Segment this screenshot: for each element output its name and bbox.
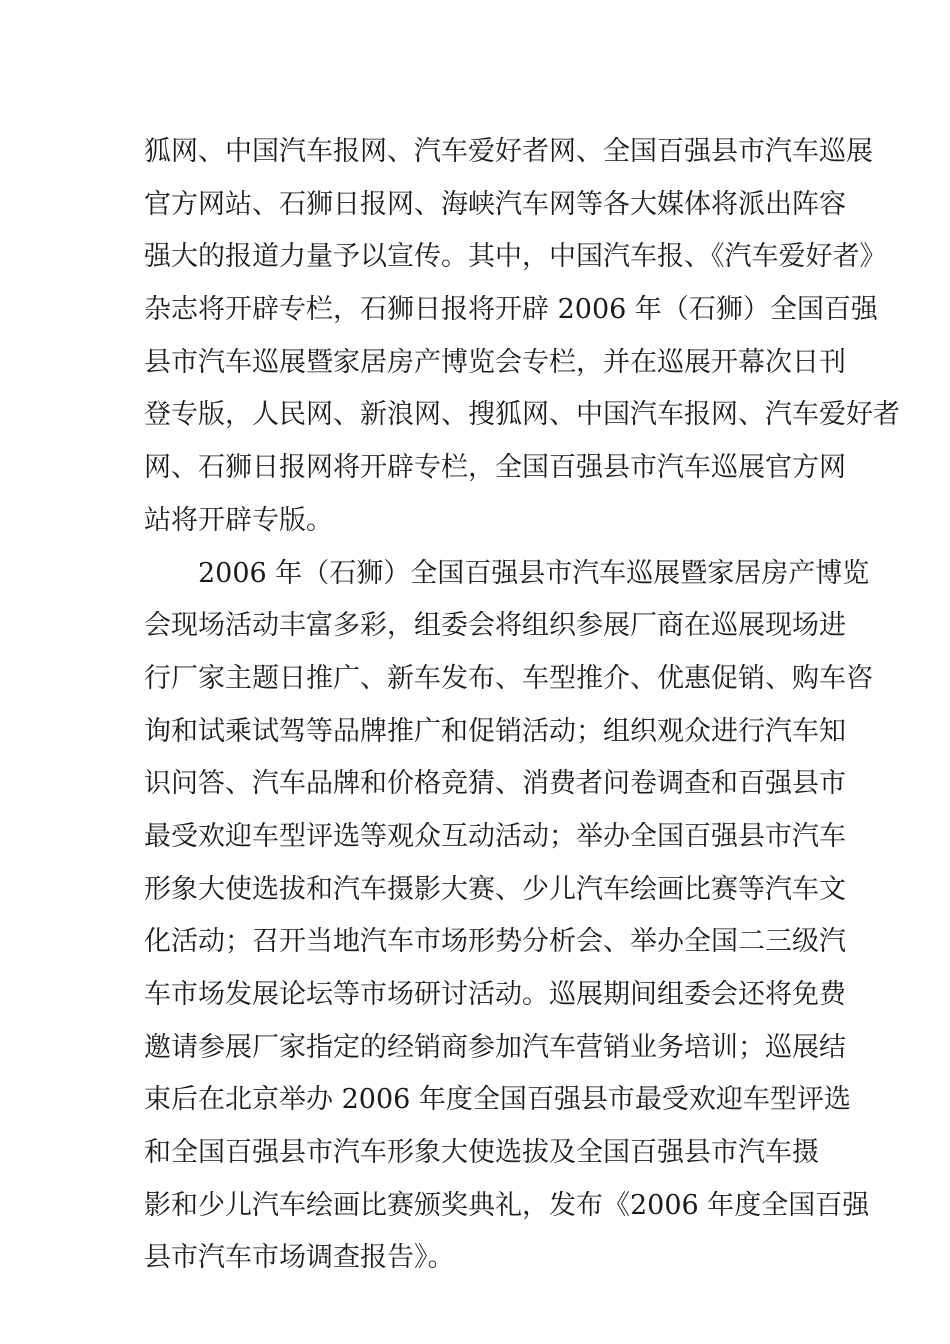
text-line: 杂志将开辟专栏，石狮日报将开辟 2006 年（石狮）全国百强 <box>144 294 878 326</box>
text-line: 识问答、汽车品牌和价格竞猜、消费者问卷调查和百强县市 <box>144 768 846 800</box>
text-line: 县市汽车市场调查报告》。 <box>144 1242 455 1274</box>
text-line: 强大的报道力量予以宣传。其中，中国汽车报、《汽车爱好者》 <box>144 241 887 273</box>
text-line: 邀请参展厂家指定的经销商参加汽车营销业务培训；巡展结 <box>144 1031 846 1063</box>
text-line: 化活动；召开当地汽车市场形势分析会、举办全国二三级汽 <box>144 926 846 958</box>
text-line: 官方网站、石狮日报网、海峡汽车网等各大媒体将派出阵容 <box>144 188 846 220</box>
text-line: 影和少儿汽车绘画比赛颁奖典礼，发布《2006 年度全国百强 <box>144 1189 870 1221</box>
paragraph-2 <box>144 548 873 1286</box>
text-line: 狐网、中国汽车报网、汽车爱好者网、全国百强县市汽车巡展 <box>144 136 873 167</box>
text-line: 站将开辟专版。 <box>144 504 333 536</box>
text-line: 询和试乘试驾等品牌推广和促销活动；组织观众进行汽车知 <box>144 715 846 747</box>
text-line: 2006 年（石狮）全国百强县市汽车巡展暨家居房产博览 <box>144 557 870 589</box>
text-line: 网、石狮日报网将开辟专栏，全国百强县市汽车巡展官方网 <box>144 452 846 484</box>
text-line: 最受欢迎车型评选等观众互动活动；举办全国百强县市汽车 <box>144 820 846 852</box>
paragraph-1 <box>144 126 900 548</box>
text-line: 和全国百强县市汽车形象大使选拔及全国百强县市汽车摄 <box>144 1137 819 1169</box>
document-body <box>144 126 900 1285</box>
text-line: 县市汽车巡展暨家居房产博览会专栏，并在巡展开幕次日刊 <box>144 346 846 378</box>
text-line: 束后在北京举办 2006 年度全国百强县市最受欢迎车型评选 <box>144 1084 851 1116</box>
text-line: 行厂家主题日推广、新车发布、车型推介、优惠促销、购车咨 <box>144 662 873 694</box>
text-line: 会现场活动丰富多彩，组委会将组织参展厂商在巡展现场进 <box>144 610 846 642</box>
text-line: 形象大使选拔和汽车摄影大赛、少儿汽车绘画比赛等汽车文 <box>144 873 846 905</box>
text-line: 登专版，人民网、新浪网、搜狐网、中国汽车报网、汽车爱好者 <box>144 399 900 431</box>
text-line: 车市场发展论坛等市场研讨活动。巡展期间组委会还将免费 <box>144 979 846 1010</box>
